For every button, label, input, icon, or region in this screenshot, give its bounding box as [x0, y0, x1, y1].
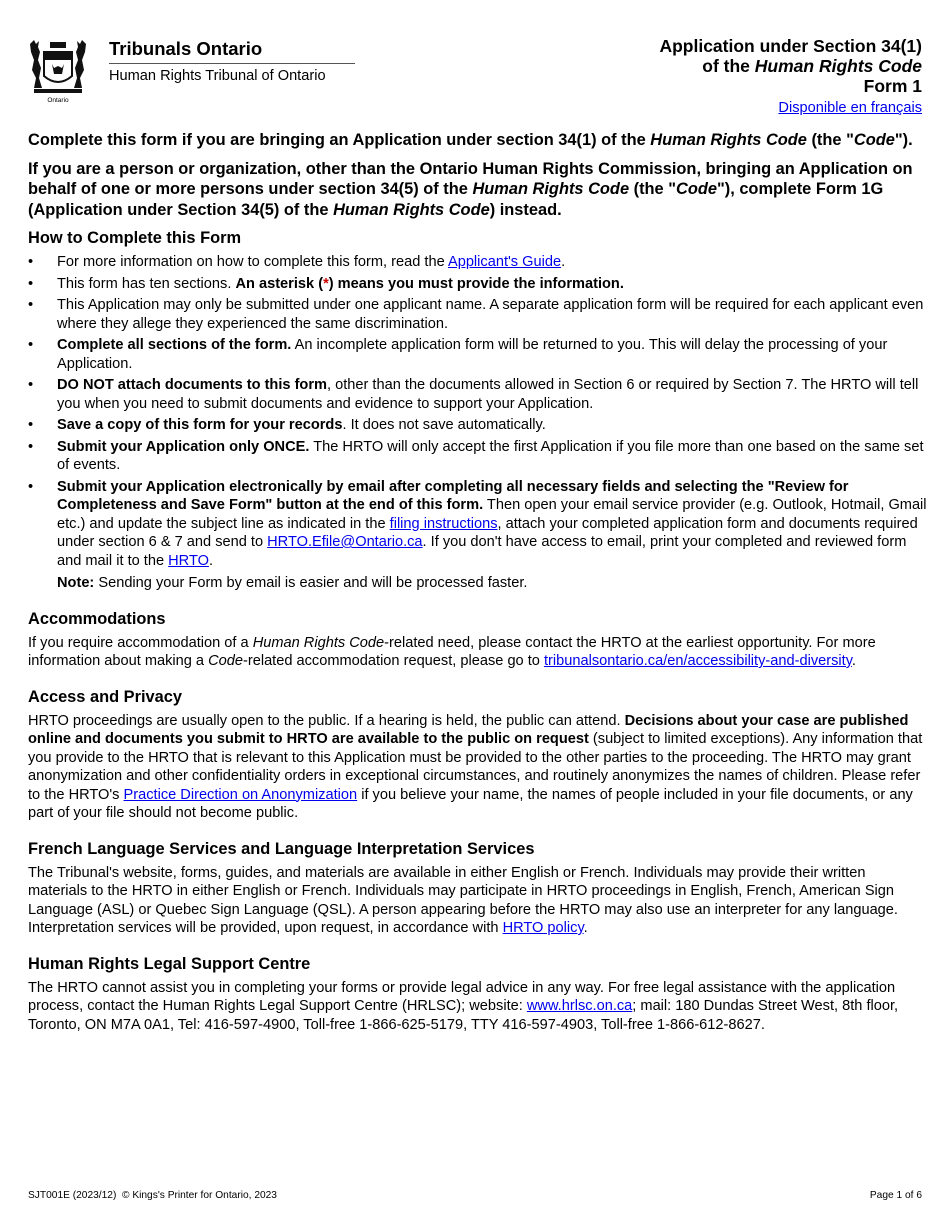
hrto-link[interactable]: HRTO [168, 552, 209, 569]
item-text: For more information on how to complete this form, read the [57, 254, 448, 270]
text: if you believe your name, the names of people included in your file documents, or any part of your file should not become public. [28, 786, 913, 821]
text: -related accommodation request, please go to [242, 653, 544, 669]
form-title-code: Human Rights Code [754, 56, 922, 76]
item-bold: An asterisk ( [235, 275, 324, 292]
brand-title: Tribunals Ontario [109, 38, 355, 64]
brand-subtitle: Human Rights Tribunal of Ontario [109, 68, 326, 84]
intro-code-italic: Human Rights Code [472, 180, 630, 198]
bold-text: Decisions about your case are published online and documents you submit to HRTO are available to the public on request [28, 712, 909, 747]
list-item [28, 478, 928, 571]
item-text: An incomplete application form will be returned to you. This will delay the processing of your Application. [57, 337, 888, 372]
brand-block [109, 38, 355, 86]
instructions-list [28, 253, 928, 570]
item-bold: Submit your Application only ONCE. [57, 438, 310, 455]
privacy-text [28, 712, 928, 823]
item-bold: Complete all sections of the form. [57, 337, 292, 353]
item-text: . If you don't have access to email, print your completed and reviewed form and mail it to the [57, 534, 907, 569]
accommodations-text [28, 634, 928, 671]
copyright: © Kings's Printer for Ontario, 2023 [122, 1190, 277, 1201]
item-text: The HRTO will only accept the first Application if you file more than one based on the same set of events. [57, 438, 924, 473]
french-version-link[interactable]: Disponible en français [778, 100, 922, 116]
main-content [28, 130, 928, 1034]
intro-text: (the " [629, 180, 676, 198]
list-item [28, 253, 928, 272]
list-item [28, 376, 928, 413]
text: The HRTO cannot assist you in completing your forms or provide legal advice in any way. For free legal assistance with the application process, contact the Human Rights Legal Support Centre (HRLSC); website: [28, 979, 896, 1014]
page-number: Page 1 of 6 [869, 1190, 922, 1201]
list-item [28, 336, 928, 373]
text: ; mail: 180 Dundas Street West, 8th floor, Toronto, ON M7A 0A1, Tel: 416-597-4900, Toll-free 1-866-625-5179, TTY 416-597-4903, Toll-free 1-866-612-8627. [28, 998, 899, 1033]
item-text: . [561, 254, 566, 270]
form-title-line1: Application under Section 34(1) [659, 36, 922, 56]
italic-text: Human Rights Code [252, 634, 385, 651]
anonymization-link[interactable]: Practice Direction on Anonymization [123, 786, 358, 803]
form-number: Form 1 [863, 76, 922, 96]
list-item [28, 296, 928, 333]
required-asterisk-icon: * [323, 275, 329, 292]
svg-text:Ontario: Ontario [47, 97, 69, 104]
french-services-heading: French Language Services and Language Interpretation Services [28, 839, 535, 858]
item-bold: Save a copy of this form for your records [57, 417, 343, 433]
intro-text: ) instead. [489, 200, 562, 219]
french-services-section [28, 839, 928, 938]
item-bold: DO NOT attach documents to this form [57, 377, 327, 393]
form-code: SJT001E (2023/12) [28, 1190, 117, 1201]
bullet-icon: • [28, 297, 34, 313]
french-services-text [28, 864, 928, 938]
intro-text: If you are a person or organization, other than the Ontario Human Rights Commission, bringing an Application on behalf of one or more persons under section 34(5) of the [28, 159, 913, 198]
accommodations-heading: Accommodations [28, 609, 166, 628]
item-text: This Application may only be submitted under one applicant name. A separate application form will be required for each applicant even where they allege they experienced the same discrimination. [57, 297, 924, 332]
intro-text: (the " [806, 131, 854, 149]
intro-text: Complete this form if you are bringing an Application under section 34(1) of the [28, 131, 651, 149]
applicants-guide-link[interactable]: Applicant's Guide [447, 254, 562, 270]
form-title-line2 [659, 56, 922, 76]
item-text: , other than the documents allowed in Section 6 or required by Section 7. The HRTO will tell you when you need to submit documents and evidence to support your Application. [57, 377, 919, 412]
text: HRTO proceedings are usually open to the public. If a hearing is held, the public can attend. [28, 712, 625, 729]
ontario-crest-logo [26, 38, 90, 104]
page-header [26, 36, 926, 116]
intro-code-italic: Human Rights Code [333, 200, 490, 219]
list-item [28, 416, 928, 435]
privacy-heading: Access and Privacy [28, 687, 182, 706]
bullet-icon: • [28, 438, 34, 455]
intro-paragraph-1 [28, 130, 928, 151]
bullet-icon: • [28, 254, 34, 270]
intro-text: "). [894, 131, 913, 149]
text: -related need, please contact the HRTO at the earliest opportunity. For more information about making a [28, 634, 876, 669]
text: . [851, 653, 856, 669]
email-note [28, 574, 928, 593]
text: . [583, 920, 588, 936]
hrto-policy-link[interactable]: HRTO policy [502, 920, 584, 936]
note-label: Note: [57, 575, 95, 591]
legal-support-section [28, 954, 928, 1035]
item-bold: ) means you must provide the information. [328, 275, 624, 292]
bullet-icon: • [28, 417, 34, 433]
accommodations-section [28, 609, 928, 671]
filing-instructions-link[interactable]: filing instructions [389, 515, 498, 532]
privacy-section [28, 687, 928, 823]
intro-code-italic: Code [853, 131, 895, 149]
intro-code-italic: Human Rights Code [650, 131, 807, 149]
hrlsc-website-link[interactable]: www.hrlsc.on.ca [526, 998, 633, 1014]
italic-text: Code [208, 653, 243, 669]
list-item [28, 275, 928, 294]
bullet-icon: • [28, 275, 34, 292]
bullet-icon: • [28, 377, 34, 393]
accessibility-link[interactable]: tribunalsontario.ca/en/accessibility-and-diversity [543, 653, 852, 669]
item-text: Then open your email service provider (e.g. Outlook, Hotmail, Gmail etc.) and update the subject line as indicated in the [57, 497, 927, 532]
list-item [28, 438, 928, 475]
text: (subject to limited exceptions). Any information that you provide to the HRTO that is relevant to this Application must be provided to the other parties to the proceeding. The HRTO may grant anonymization and other confidentiality orders in exceptional circumstances, and routinely anonymizes the names of children. Please refer to the HRTO's [28, 731, 923, 803]
bullet-icon: • [28, 478, 34, 495]
item-text: . [208, 552, 214, 569]
coat-of-arms-icon [26, 38, 90, 104]
item-text: . It does not save automatically. [342, 417, 546, 433]
item-bold: Submit your Application electronically by email after completing all necessary fields and selecting the "Review for Completeness and Save Form" button at the end of this form. [57, 478, 849, 513]
intro-text: "), complete Form 1G (Application under Section 34(5) of the [28, 180, 884, 219]
item-text: , attach your completed application form and documents required under section 6 & 7 and send to [57, 515, 918, 550]
legal-support-text [28, 979, 928, 1035]
legal-support-heading: Human Rights Legal Support Centre [28, 954, 311, 973]
bullet-icon: • [28, 337, 34, 353]
intro-paragraph-2 [28, 159, 928, 221]
intro-code-italic: Code [676, 180, 717, 198]
text: The Tribunal's website, forms, guides, and materials are available in either English or French. Individuals may provide their written materials to the HRTO in either English or French. Individuals may participate in HRTO proceedings in English, French, American Sign Language (ASL) or Quebec Sign Language (QSL). A person appearing before the HRTO may also use an interpreter for any language. Interpretation services will be provided, upon request, in accordance with [28, 864, 898, 936]
form-title-prefix: of the [702, 56, 755, 76]
efile-email-link[interactable]: HRTO.Efile@Ontario.ca [267, 534, 423, 550]
text: If you require accommodation of a [28, 634, 253, 651]
note-text: Sending your Form by email is easier and will be processed faster. [94, 575, 528, 591]
form-title [659, 36, 922, 119]
how-to-heading: How to Complete this Form [28, 229, 242, 247]
item-text: This form has ten sections. [57, 275, 236, 292]
